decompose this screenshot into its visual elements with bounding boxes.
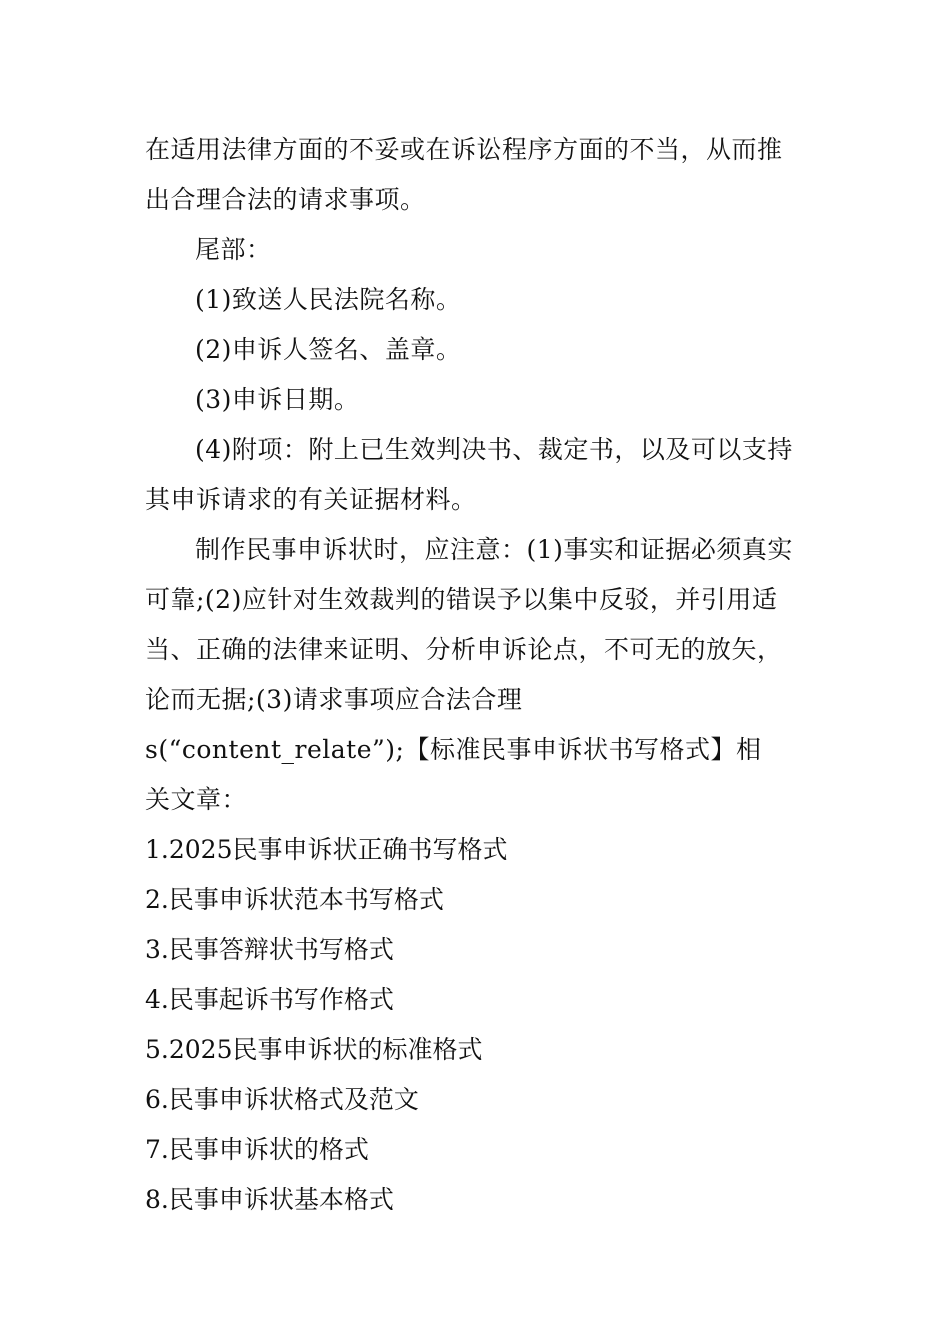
related-article-link[interactable]: 6.民事申诉状格式及范文 (145, 1085, 419, 1114)
related-article-link[interactable]: 5.2025民事申诉状的标准格式 (145, 1035, 483, 1064)
document-content (145, 125, 807, 1225)
related-article-link[interactable]: 1.2025民事申诉状正确书写格式 (145, 835, 508, 864)
paragraph-notes: 制作民事申诉状时，应注意：(1)事实和证据必须真实可靠;(2)应针对生效裁判的错误予以集中反驳，并引用适当、正确的法律来证明、分析申诉论点，不可无的放矢，论而无据;(3)请求事项应合法合理 (145, 535, 793, 714)
related-line-2: 关文章： (145, 785, 248, 814)
tail-item-4: (4)附项：附上已生效判决书、裁定书，以及可以支持其申诉请求的有关证据材料。 (145, 435, 793, 514)
related-article-link[interactable]: 3.民事答辩状书写格式 (145, 935, 394, 964)
related-article-link[interactable]: 2.民事申诉状范本书写格式 (145, 885, 444, 914)
tail-heading: 尾部： (195, 235, 272, 264)
tail-item-1: (1)致送人民法院名称。 (195, 285, 462, 314)
related-line-1: s(“content_relate”);【标准民事申诉状书写格式】相 (145, 735, 762, 764)
tail-item-2: (2)申诉人签名、盖章。 (195, 335, 462, 364)
related-article-link[interactable]: 4.民事起诉书写作格式 (145, 985, 394, 1014)
paragraph-request-items: 在适用法律方面的不妥或在诉讼程序方面的不当，从而推出合理合法的请求事项。 (145, 135, 783, 214)
related-article-link[interactable]: 7.民事申诉状的格式 (145, 1135, 369, 1164)
tail-item-3: (3)申诉日期。 (195, 385, 360, 414)
related-articles-list (145, 825, 807, 1225)
related-article-link[interactable]: 8.民事申诉状基本格式 (145, 1185, 394, 1214)
